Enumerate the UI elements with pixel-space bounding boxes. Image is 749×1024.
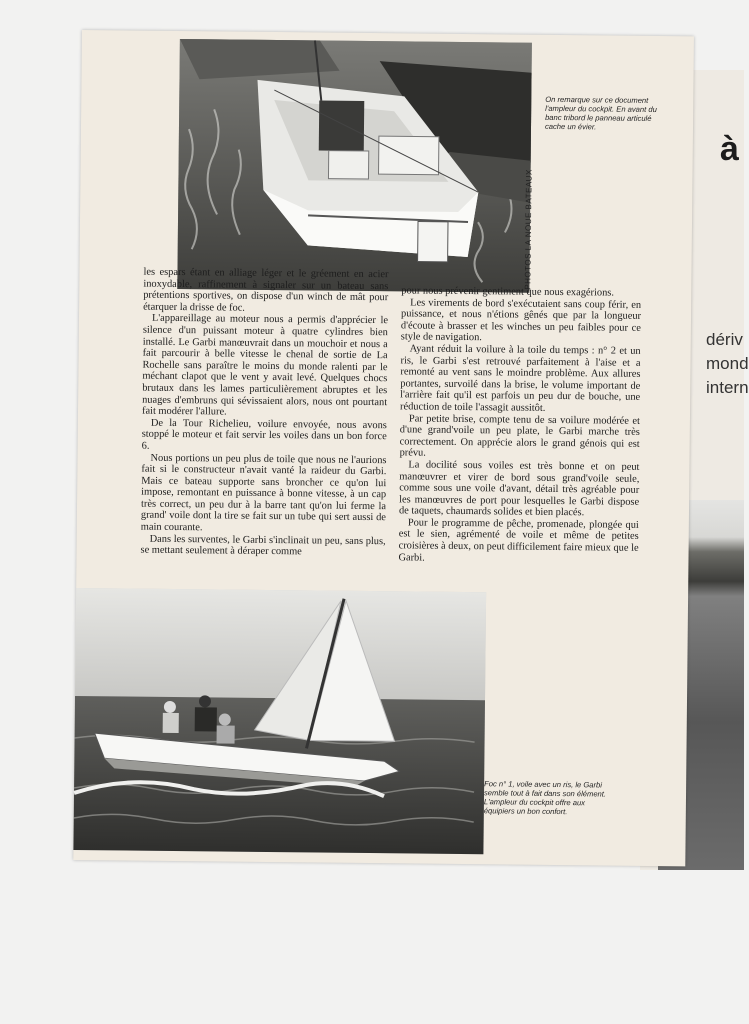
facing-page-word: mond (706, 354, 749, 373)
article-column-right (398, 285, 641, 566)
paragraph: Les virements de bord s'exécutaient sans coup férir, en puissance, et nous n'étions gênés que par la longueur d'écoute à brasser et les winches un peu faibles pour ce style de navigation. (400, 297, 642, 344)
magazine-page (73, 30, 694, 866)
facing-page-word: dériv (706, 330, 743, 349)
paragraph: pour nous prévenir gentiment que nous exagérions. (401, 285, 615, 299)
boat-moored-photo (177, 39, 532, 293)
photo-credit: PHOTOS LA NOUE BATEAUX (523, 169, 534, 290)
facing-page-word: intern (706, 378, 749, 397)
article-column-left (140, 267, 388, 559)
paragraph: L'appareillage au moteur nous a permis d'apprécier le silence d'un puissant moteur à quatre cylindres bien installé. Le Garbi manœuvrait dans un mouchoir et nous a fait parcourir à belle vitesse le chenal de sortie de La Rochelle sans paraître le moins du monde ralenti par le méchant clapot que le vent y avait levé. Quelques chocs brutaux dans les lames particulièrement abruptes et les nuages d'embruns qui sévissaient alors, nous ont pourtant fait modérer l'allure. (141, 313, 389, 418)
boat-sailing-photo (73, 588, 486, 854)
photo-caption: On remarque sur ce document l'ampleur du cockpit. En avant du banc tribord le panneau articulé cache un évier. (544, 94, 657, 132)
paragraph: les espars étant en alliage léger et le gréement en acier inoxydable, raffinement à signaler sur un bateau sans prétentions sportives, on dispose d'un winch de mât pour étarquer la drisse de foc. (143, 266, 389, 314)
paragraph: Nous portions un peu plus de toile que nous ne l'aurions fait si le constructeur n'avait vanté la raideur du Garbi. Mais ce bateau supporte sans broncher ce qu'on lui impose, remontant en puissance à bonne vitesse, à un cap très correct, un peu dur à la barre tant qu'on lui ferme la grand' voile dont la tire se fait sur un tube qui sert aussi de main courante. (140, 452, 387, 534)
paragraph: De la Tour Richelieu, voilure envoyée, nous avons stoppé le moteur et fait servir les voiles dans un bon force 6. (141, 417, 387, 452)
paragraph: Par petite brise, compte tenu de sa voilure modérée et d'une grand'voile un peu plate, le Garbi marche très correctement. On apprécie alors le grand génois qui est prévu. (399, 412, 640, 459)
paragraph: Pour le programme de pêche, promenade, plongée qui est le sien, agrémenté de voile et même de petites croisières à deux, on peut difficilement faire mieux que le Garbi. (398, 517, 639, 564)
paragraph: Dans les surventes, le Garbi s'inclinait un peu, sans plus, se mettant seulement à déraper comme (140, 533, 386, 558)
facing-page-heading: à (720, 130, 739, 168)
paragraph: La docilité sous voiles est très bonne et on peut manœuvrer et virer de bord sous grand'voile seule, comme sous une voile d'avant, détail très agréable pour les manœuvres de port pour lesquelles le Garbi dispose de taquets, chaumards solides et bien placés. (398, 459, 640, 519)
paragraph: Ayant réduit la voilure à la toile du temps : n° 2 et un ris, le Garbi s'est retrouvé parfaitement à l'aise et a remonté au vent sans le moindre problème. Aux allures portantes, survoilé dans la brise, le volume important de l'arrière fait qu'il est parfois un peu dur de bouche, une réduction de toile l'assagit aussitôt. (400, 343, 641, 414)
photo-caption: Foc n° 1, voile avec un ris, le Garbi semble tout à fait dans son élément. L'ampleur du cockpit offre aux équipiers un bon confort. (483, 779, 607, 817)
